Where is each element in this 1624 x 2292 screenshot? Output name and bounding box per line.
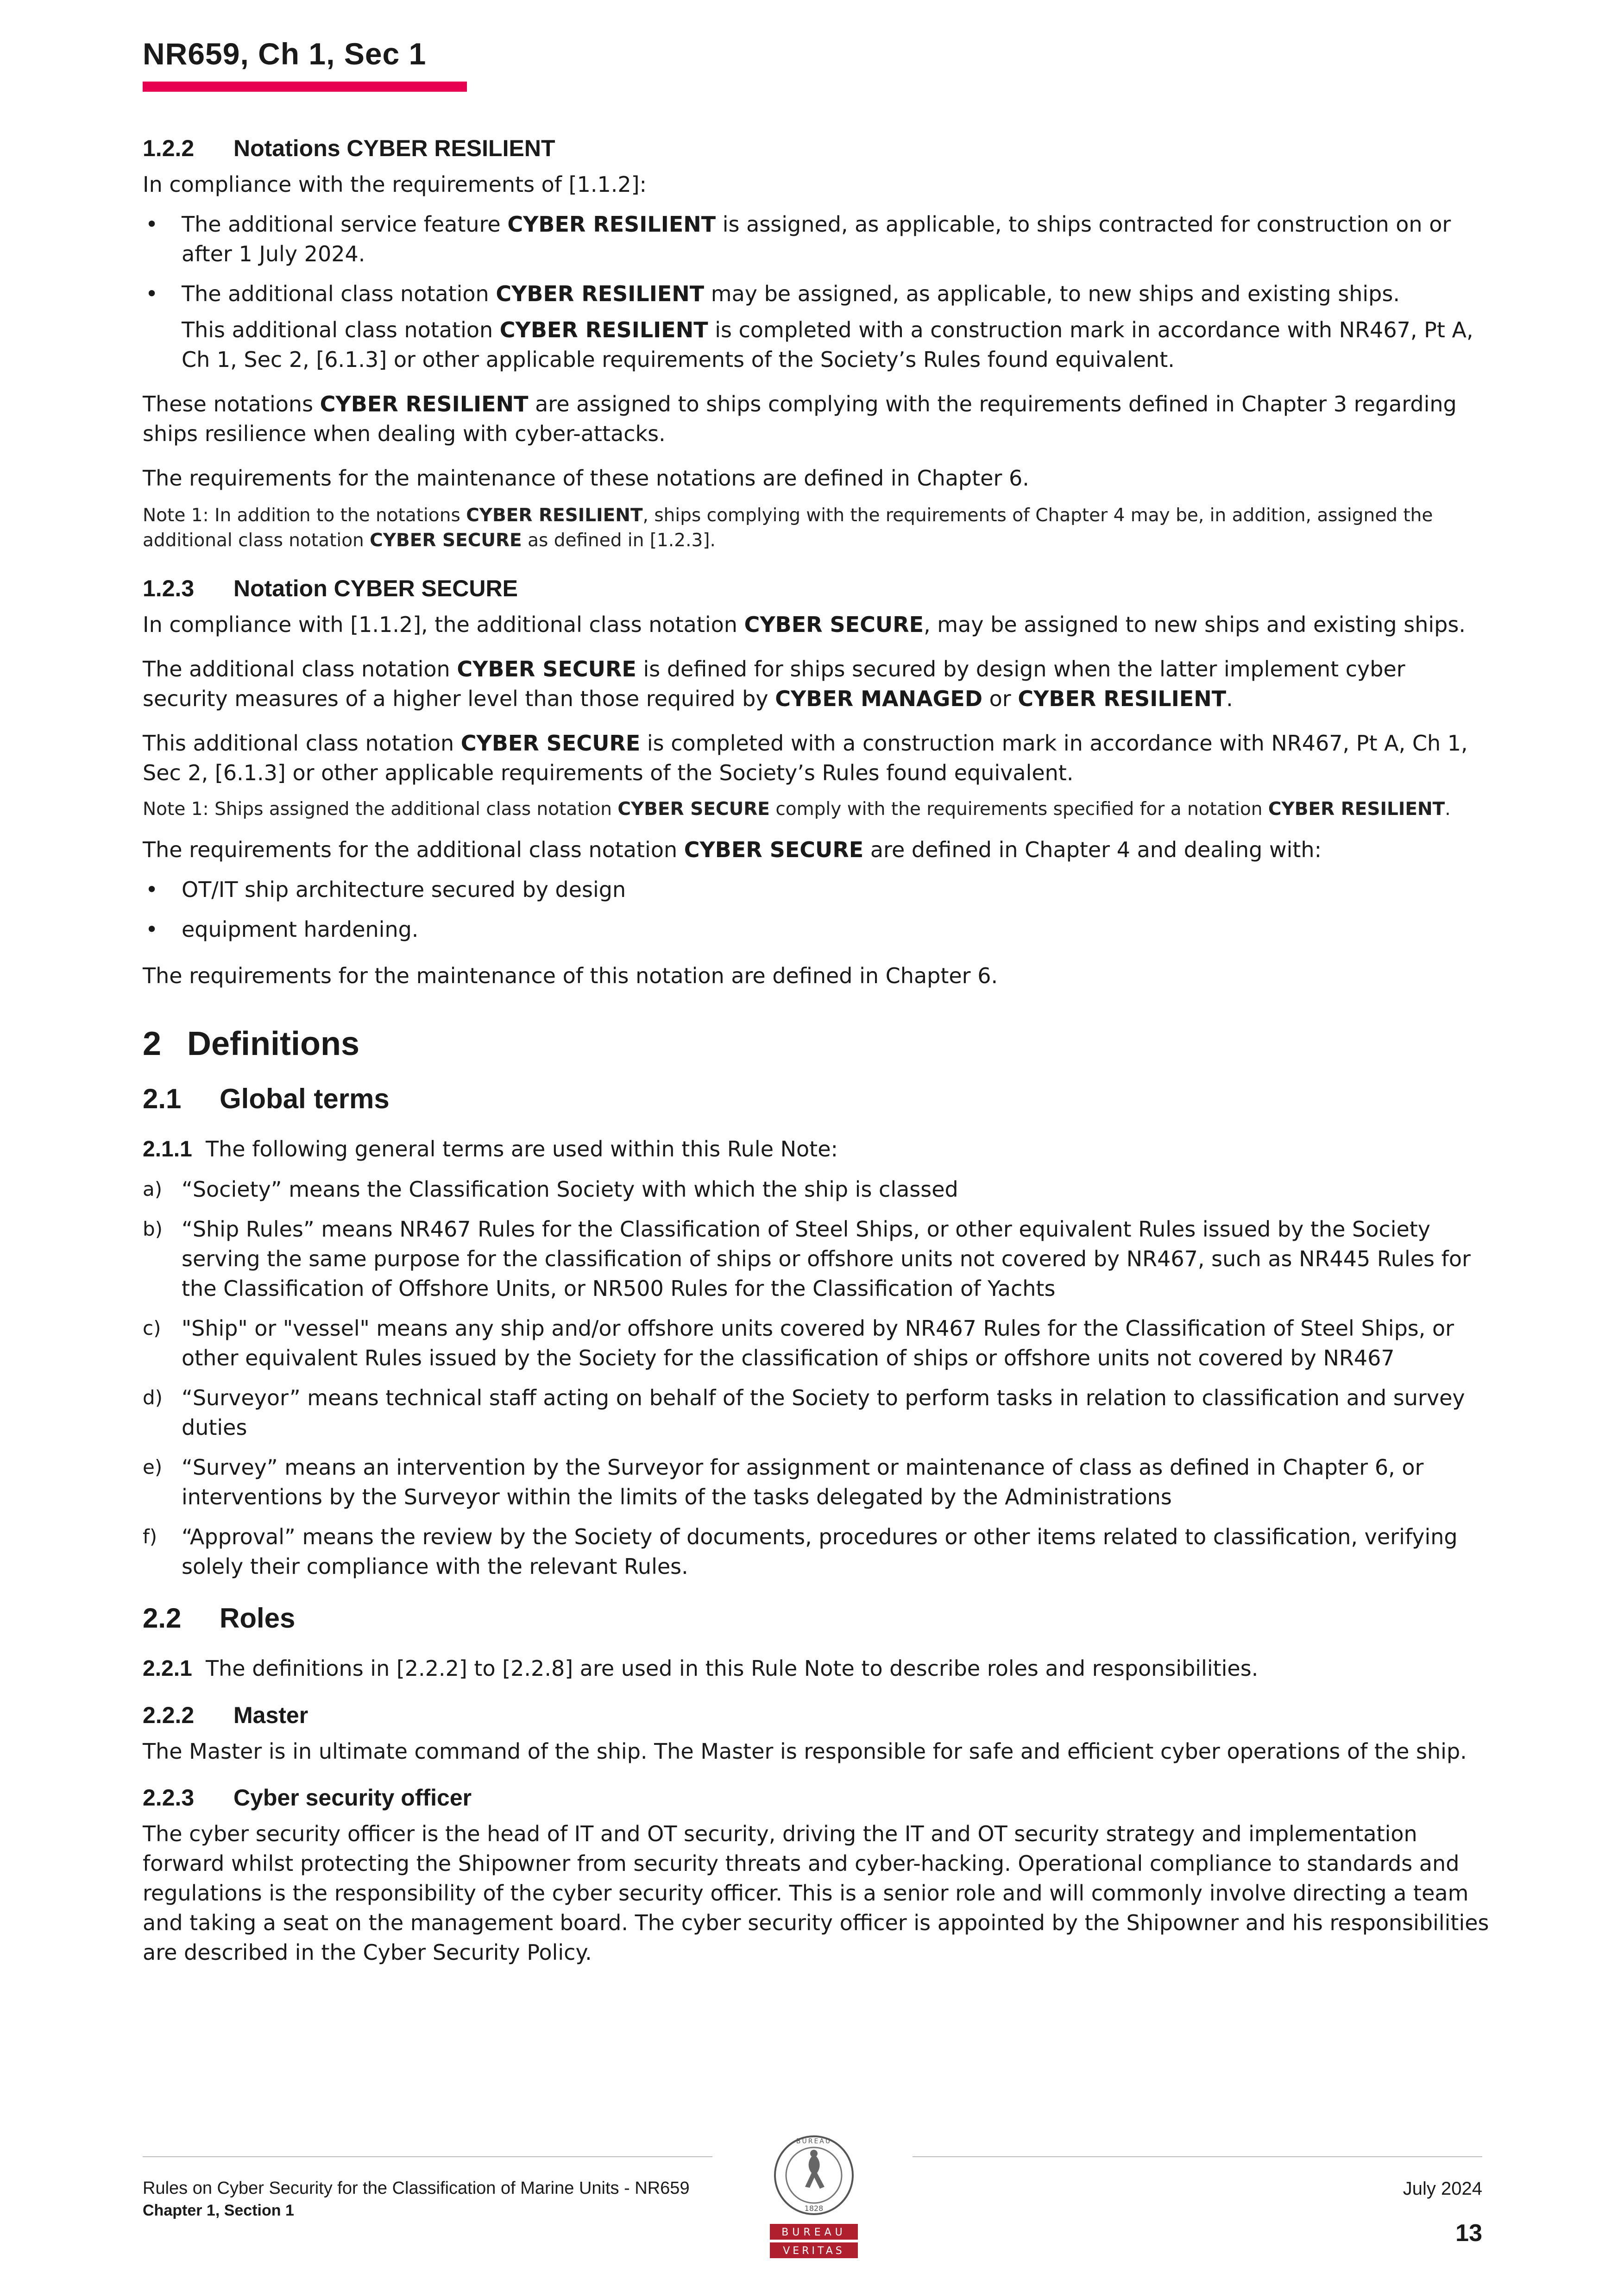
paragraph: In compliance with [1.1.2], the additional class notation CYBER SECURE, may be assigned to new ships and existing ships.	[143, 612, 1466, 637]
paragraph: The requirements for the maintenance of these notations are defined in Chapter 6.	[143, 466, 1029, 491]
logo-ring-text: BUREAU	[796, 2138, 832, 2145]
paragraph: 2.2.1 The definitions in [2.2.2] to [2.2.8] are used in this Rule Note to describe roles and responsibilities.	[143, 1656, 1259, 1681]
paragraph: In compliance with the requirements of [1.1.2]:	[143, 172, 647, 197]
list-item: b) “Ship Rules” means NR467 Rules for the Classification of Steel Ships, or other equivalent Rules issued by the Society serving the same purpose for the classification of ships or offshore units not covered by NR467, such as NR445 Rules for the Classification of Offshore Units, or NR500 Rules for the Classification of Yachts	[143, 1217, 1471, 1301]
bullet-item: • OT/IT ship architecture secured by design	[145, 877, 626, 902]
note: Note 1: In addition to the notations CYBER RESILIENT, ships complying with the requirements of Chapter 4 may be, in addition, assigned the additional class notation CYBER SECURE as defined in [1.2.3].	[143, 505, 1433, 551]
page-content	[143, 133, 1495, 1982]
bullet-item: • The additional service feature CYBER RESILIENT is assigned, as applicable, to ships contracted for construction on or after 1 July 2024.	[145, 212, 1451, 266]
paragraph: The cyber security officer is the head of IT and OT security, driving the IT and OT security strategy and implementation forward whilst protecting the Shipowner from security threats and cyber-hacking. Operational compliance to standards and regulations is the responsibility of the cyber security officer. This is a senior role and will commonly involve directing a team and taking a seat on the management board. The cyber security officer is appointed by the Shipowner and his responsibilities are described in the Cyber Security Policy.	[143, 1821, 1489, 1965]
list-item: c) "Ship" or "vessel" means any ship and/or offshore units covered by NR467 Rules for the Classification of Steel Ships, or other equivalent Rules issued by the Society for the classification of ships or offshore units not covered by NR467	[143, 1316, 1454, 1370]
running-header-title: NR659, Ch 1, Sec 1	[143, 37, 427, 71]
list-item: e) “Survey” means an intervention by the Surveyor for assignment or maintenance of class as defined in Chapter 6, or interventions by the Surveyor within the limits of the tasks delegated by the Administrations	[143, 1455, 1424, 1509]
heading-1-2-3: 1.2.3 Notation CYBER SECURE	[143, 575, 518, 601]
bullet-continuation: This additional class notation CYBER RESILIENT is completed with a construction mark in accordance with NR467, Pt A, Ch 1, Sec 2, [6.1.3] or other applicable requirements of the Society’s Rules found equivalent.	[182, 317, 1473, 372]
heading-2-2-3: 2.2.3 Cyber security officer	[143, 1785, 472, 1811]
paragraph: These notations CYBER RESILIENT are assigned to ships complying with the requirements defined in Chapter 3 regarding ships resilience when dealing with cyber-attacks.	[143, 391, 1457, 446]
footer-divider-right	[913, 2156, 1482, 2157]
page-number: 13	[1455, 2220, 1482, 2247]
bureau-veritas-logo	[765, 2131, 862, 2261]
heading-1-2-2: 1.2.2 Notations CYBER RESILIENT	[143, 135, 555, 161]
heading-2-definitions: 2 Definitions	[143, 1025, 359, 1062]
paragraph: The requirements for the maintenance of this notation are defined in Chapter 6.	[143, 963, 998, 988]
footer-chapter: Chapter 1, Section 1	[143, 2202, 294, 2219]
logo-text-bureau: BUREAU	[781, 2227, 846, 2238]
paragraph: This additional class notation CYBER SECURE is completed with a construction mark in accordance with NR467, Pt A, Ch 1, Sec 2, [6.1.3] or other applicable requirements of the Society’s Rules found equivalent.	[143, 731, 1468, 785]
header-accent-bar	[143, 82, 467, 92]
note: Note 1: Ships assigned the additional class notation CYBER SECURE comply with the requirements specified for a notation CYBER RESILIENT.	[143, 799, 1451, 820]
logo-year: 1828	[804, 2204, 824, 2213]
heading-2-1: 2.1 Global terms	[143, 1083, 390, 1114]
footer-date: July 2024	[1403, 2178, 1482, 2199]
paragraph: The requirements for the additional class notation CYBER SECURE are defined in Chapter 4 and dealing with:	[143, 837, 1322, 862]
heading-2-2: 2.2 Roles	[143, 1603, 296, 1634]
paragraph: 2.1.1 The following general terms are used within this Rule Note:	[143, 1137, 838, 1162]
list-item: f) “Approval” means the review by the Society of documents, procedures or other items related to classification, verifying solely their compliance with the relevant Rules.	[143, 1524, 1458, 1579]
footer-doc-title: Rules on Cyber Security for the Classification of Marine Units - NR659	[143, 2178, 690, 2198]
logo-text-veritas: VERITAS	[783, 2245, 845, 2257]
paragraph: The additional class notation CYBER SECURE is defined for ships secured by design when the latter implement cyber security measures of a higher level than those required by CYBER MANAGED or CYBER RESILIENT.	[143, 657, 1405, 711]
bullet-item: • equipment hardening.	[145, 917, 419, 942]
heading-2-2-2: 2.2.2 Master	[143, 1702, 308, 1728]
footer-divider-left	[143, 2156, 712, 2157]
footer-document-info	[143, 2178, 717, 2221]
paragraph: The Master is in ultimate command of the ship. The Master is responsible for safe and efficient cyber operations of the ship.	[143, 1739, 1467, 1764]
bullet-item: • The additional class notation CYBER RESILIENT may be assigned, as applicable, to new ships and existing ships.	[145, 281, 1400, 306]
list-item: a) “Society” means the Classification Society with which the ship is classed	[143, 1177, 958, 1202]
list-item: d) “Surveyor” means technical staff acting on behalf of the Society to perform tasks in relation to classification and survey duties	[143, 1385, 1465, 1440]
